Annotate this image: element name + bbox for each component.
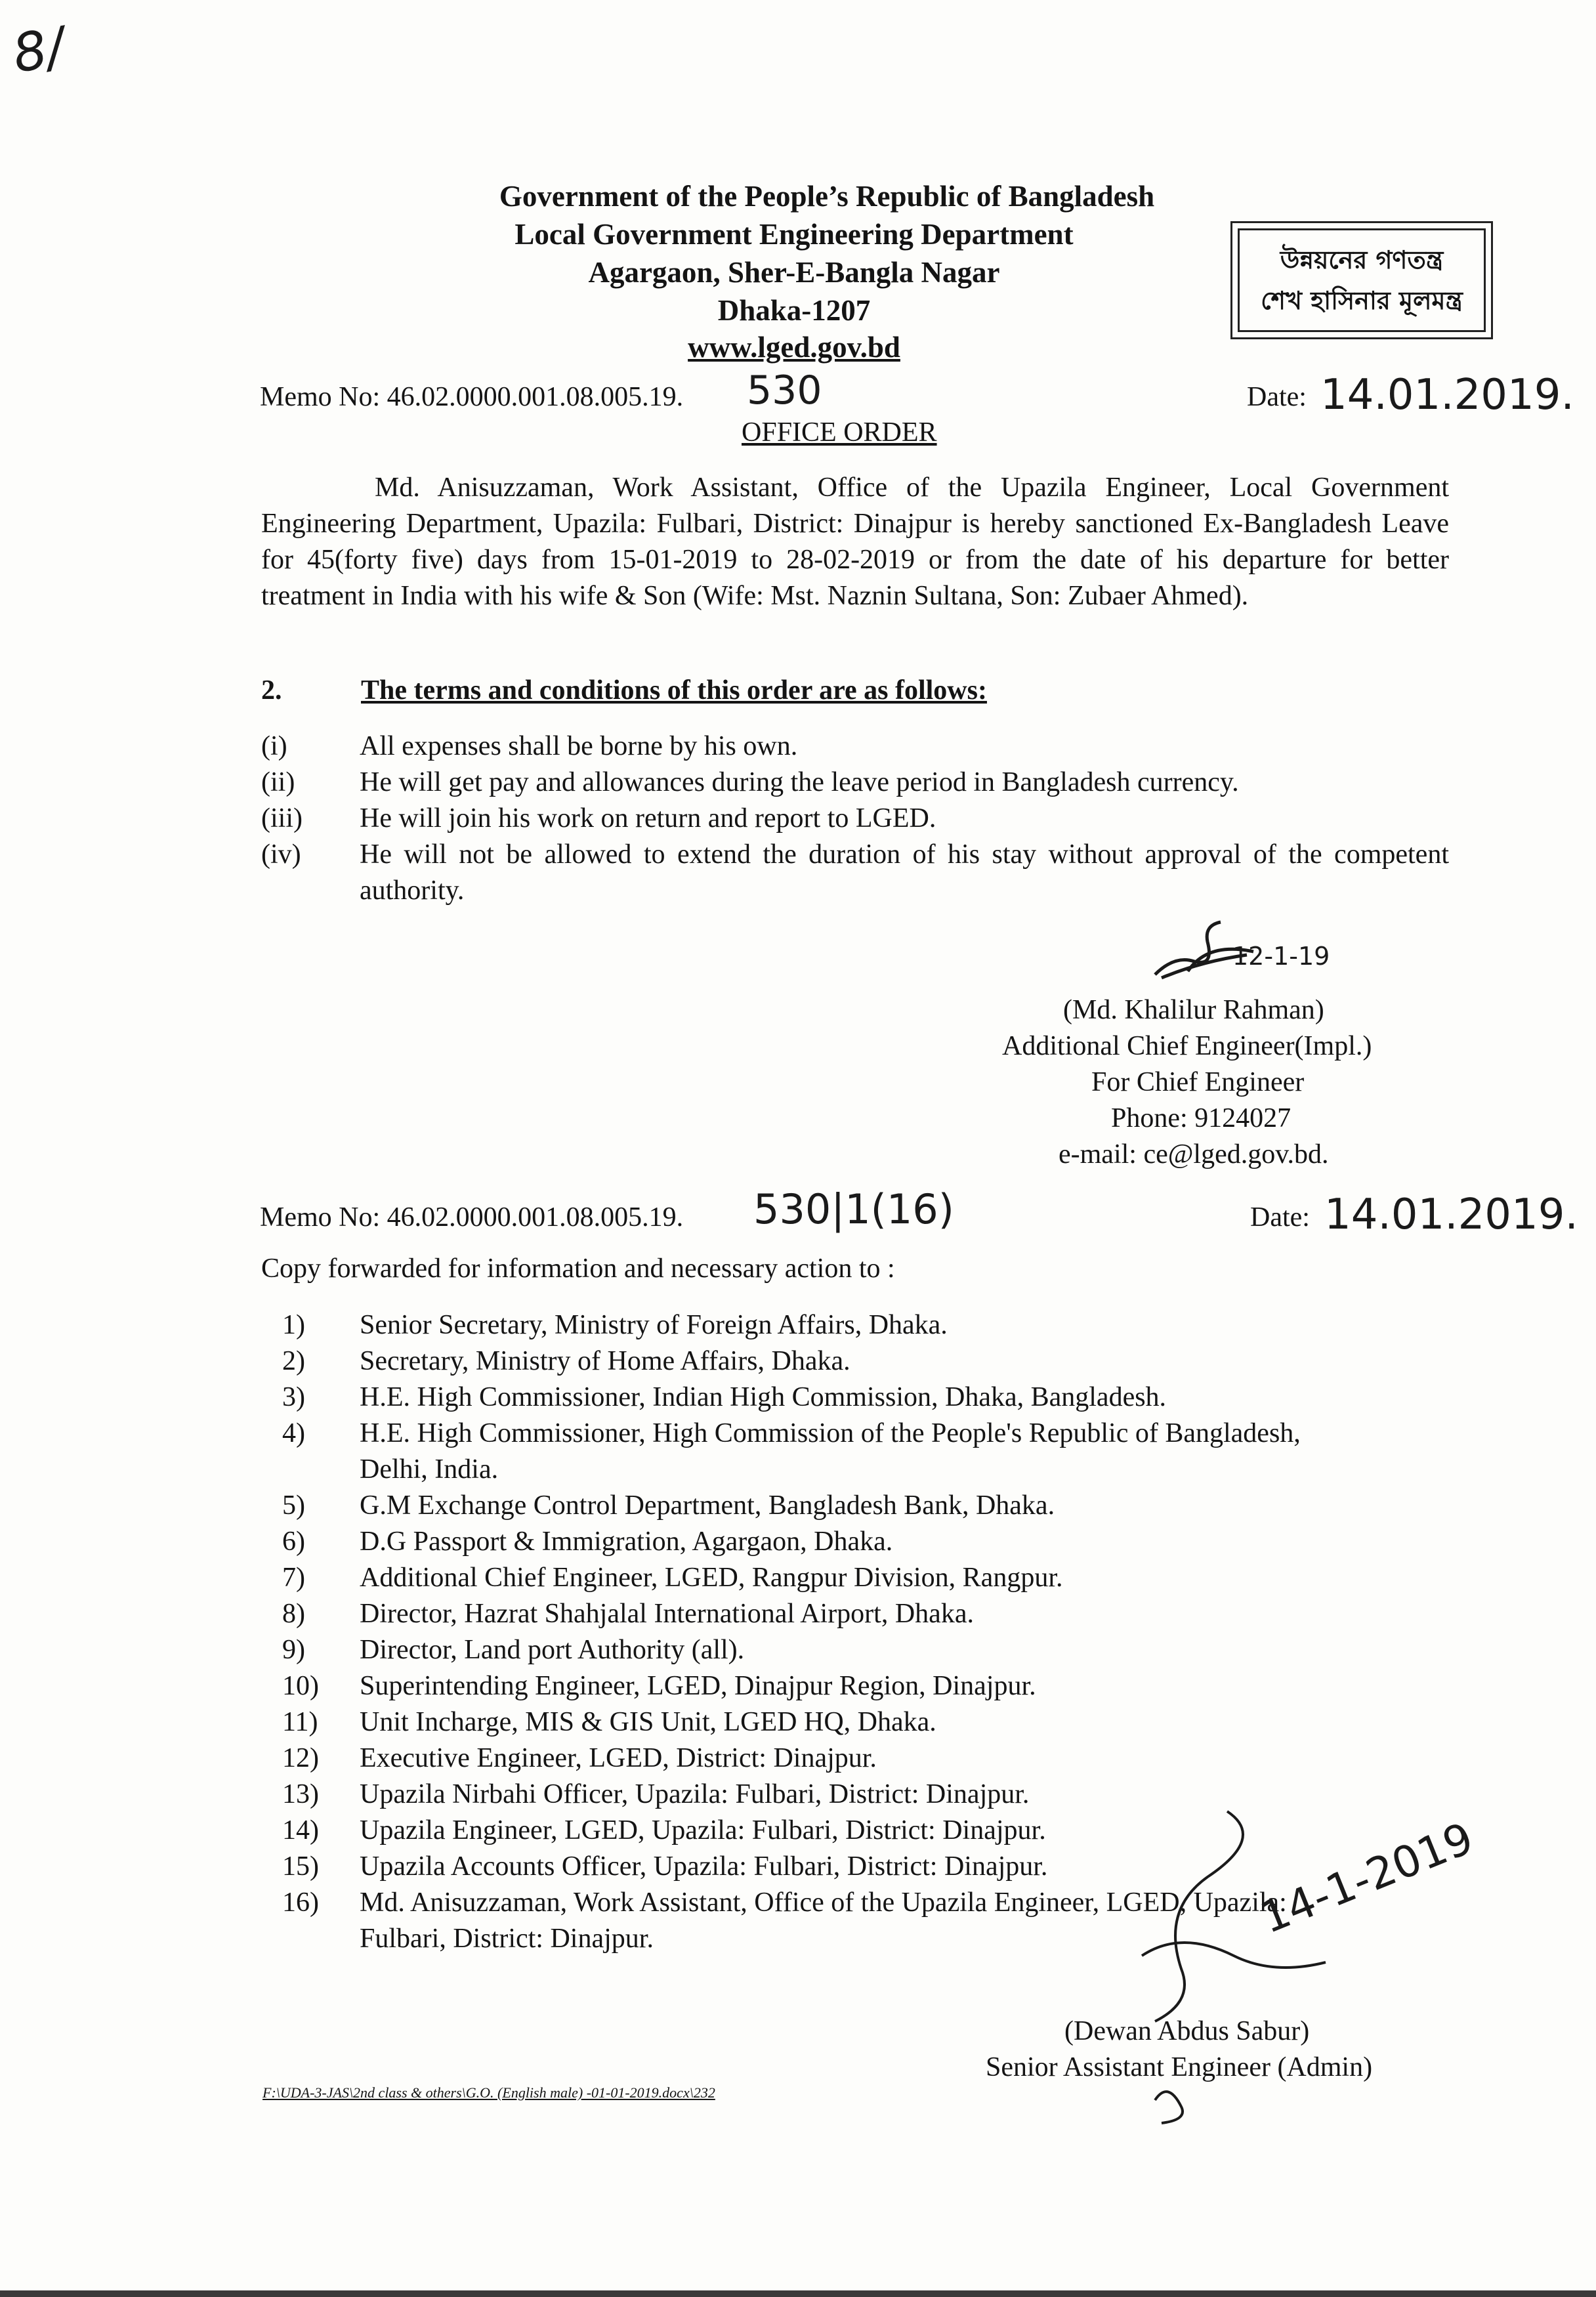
- header-website: www.lged.gov.bd: [688, 331, 900, 364]
- section-2-number: 2.: [261, 675, 282, 706]
- memo-1-date-handwritten: 14.01.2019.: [1320, 371, 1574, 419]
- header-line-1: Government of the People’s Republic of Bangladesh: [499, 180, 1155, 213]
- signature-2-name: (Dewan Abdus Sabur): [1064, 2016, 1310, 2046]
- memo-2-label: Memo No: 46.02.0000.001.08.005.19.: [260, 1202, 684, 1233]
- signature-2-designation: Senior Assistant Engineer (Admin): [986, 2052, 1373, 2082]
- header-line-4: Dhaka-1207: [717, 294, 871, 327]
- body-paragraph: Md. Anisuzzaman, Work Assistant, Office of the Upazila Engineer, Local Government Engineering Department, Upazila: Fulbari, District: Dinajpur is hereby sanctioned Ex-Bangladesh Leave for 45(forty five) days from 15-01-2019 to 28-02-2019 or from the date of his departure for better treatment in India with his wife & Son (Wife: Mst. Naznin Sultana, Son: Zubaer Ahmed).: [261, 473, 1449, 611]
- memo-1-date-label: Date:: [1247, 382, 1307, 412]
- slogan-line-1: উন্নয়নের গণতন্ত্র: [1280, 245, 1444, 274]
- recipients-list: 1) Senior Secretary, Ministry of Foreign Affairs, Dhaka. 2) Secretary, Ministry of Home Affairs, Dhaka. 3) H.E. High Commissioner, Indian High Commission, Dhaka, Bangladesh. 4) H.E. High Commissioner, High Commission of the People's Republic of Bangladesh, Delhi, India. 5) G.M Exchange Control Department, Bangladesh Bank, Dhaka. 6) D.G Passport & Immigration, Agargaon, Dhaka. 7) Additional Chief Engineer, LGED, Rangpur Division, Rangpur. 8) Director, Hazrat Shahjalal International Airport, Dhaka. 9) Director, Land port Authority (all). 10) Superintending Engineer, LGED, Dinajpur Region, Dinajpur. 11) Unit Incharge, MIS & GIS Unit, LGED HQ, Dhaka. 12) Executive Engineer, LGED, District: Dinajpur. 13) Upazila Nirbahi Officer, Upazila: Fulbari, District: Dinajpur. 14) Upazila Engineer, LGED, Upazila: Fulbari, District: Dinajpur. 15) Upazila Accounts Officer, Upazila: Fulbari, District: Dinajpur. 16) Md. Anisuzzaman, Work Assistant, Office of the Upazila Engineer, LGED, Upazila: Fulbari, District: Dinajpur.: [282, 1310, 1301, 1954]
- corner-handwritten-mark: 8/: [8, 15, 70, 85]
- slogan-line-2: শেখ হাসিনার মূলমন্ত্র: [1261, 286, 1463, 315]
- memo-2-date-label: Date:: [1250, 1202, 1310, 1233]
- signature-1-handwritten-date: 12-1-19: [1232, 942, 1330, 971]
- signature-1-designation: Additional Chief Engineer(Impl.): [1002, 1031, 1372, 1061]
- footer-file-path: F:\UDA-3-JAS\2nd class & others\G.O. (English male) -01-01-2019.docx\232: [262, 2084, 715, 2101]
- signature-1-for: For Chief Engineer: [1091, 1067, 1305, 1097]
- header-line-3: Agargaon, Sher-E-Bangla Nagar: [588, 256, 1000, 289]
- slogan-box: [1230, 221, 1493, 339]
- section-2-heading: The terms and conditions of this order are as follows:: [361, 675, 987, 706]
- signature-1-name: (Md. Khalilur Rahman): [1063, 995, 1324, 1025]
- header-line-2: Local Government Engineering Department: [514, 218, 1074, 251]
- signature-2-handwritten-date: 14-1-2019: [1253, 1813, 1480, 1944]
- signature-1-email: e-mail: ce@lged.gov.bd.: [1059, 1139, 1329, 1170]
- memo-1-label: Memo No: 46.02.0000.001.08.005.19.: [260, 382, 684, 412]
- scan-bottom-edge: [0, 2290, 1596, 2297]
- memo-2-date-handwritten: 14.01.2019.: [1324, 1191, 1578, 1239]
- copy-forwarded-line: Copy forwarded for information and necessary action to :: [261, 1254, 895, 1284]
- office-order-title: OFFICE ORDER: [742, 417, 937, 448]
- memo-1-number-handwritten: 530: [747, 368, 822, 413]
- signature-1-phone: Phone: 9124027: [1111, 1103, 1292, 1133]
- memo-2-number-handwritten: 530|1(16): [753, 1185, 954, 1233]
